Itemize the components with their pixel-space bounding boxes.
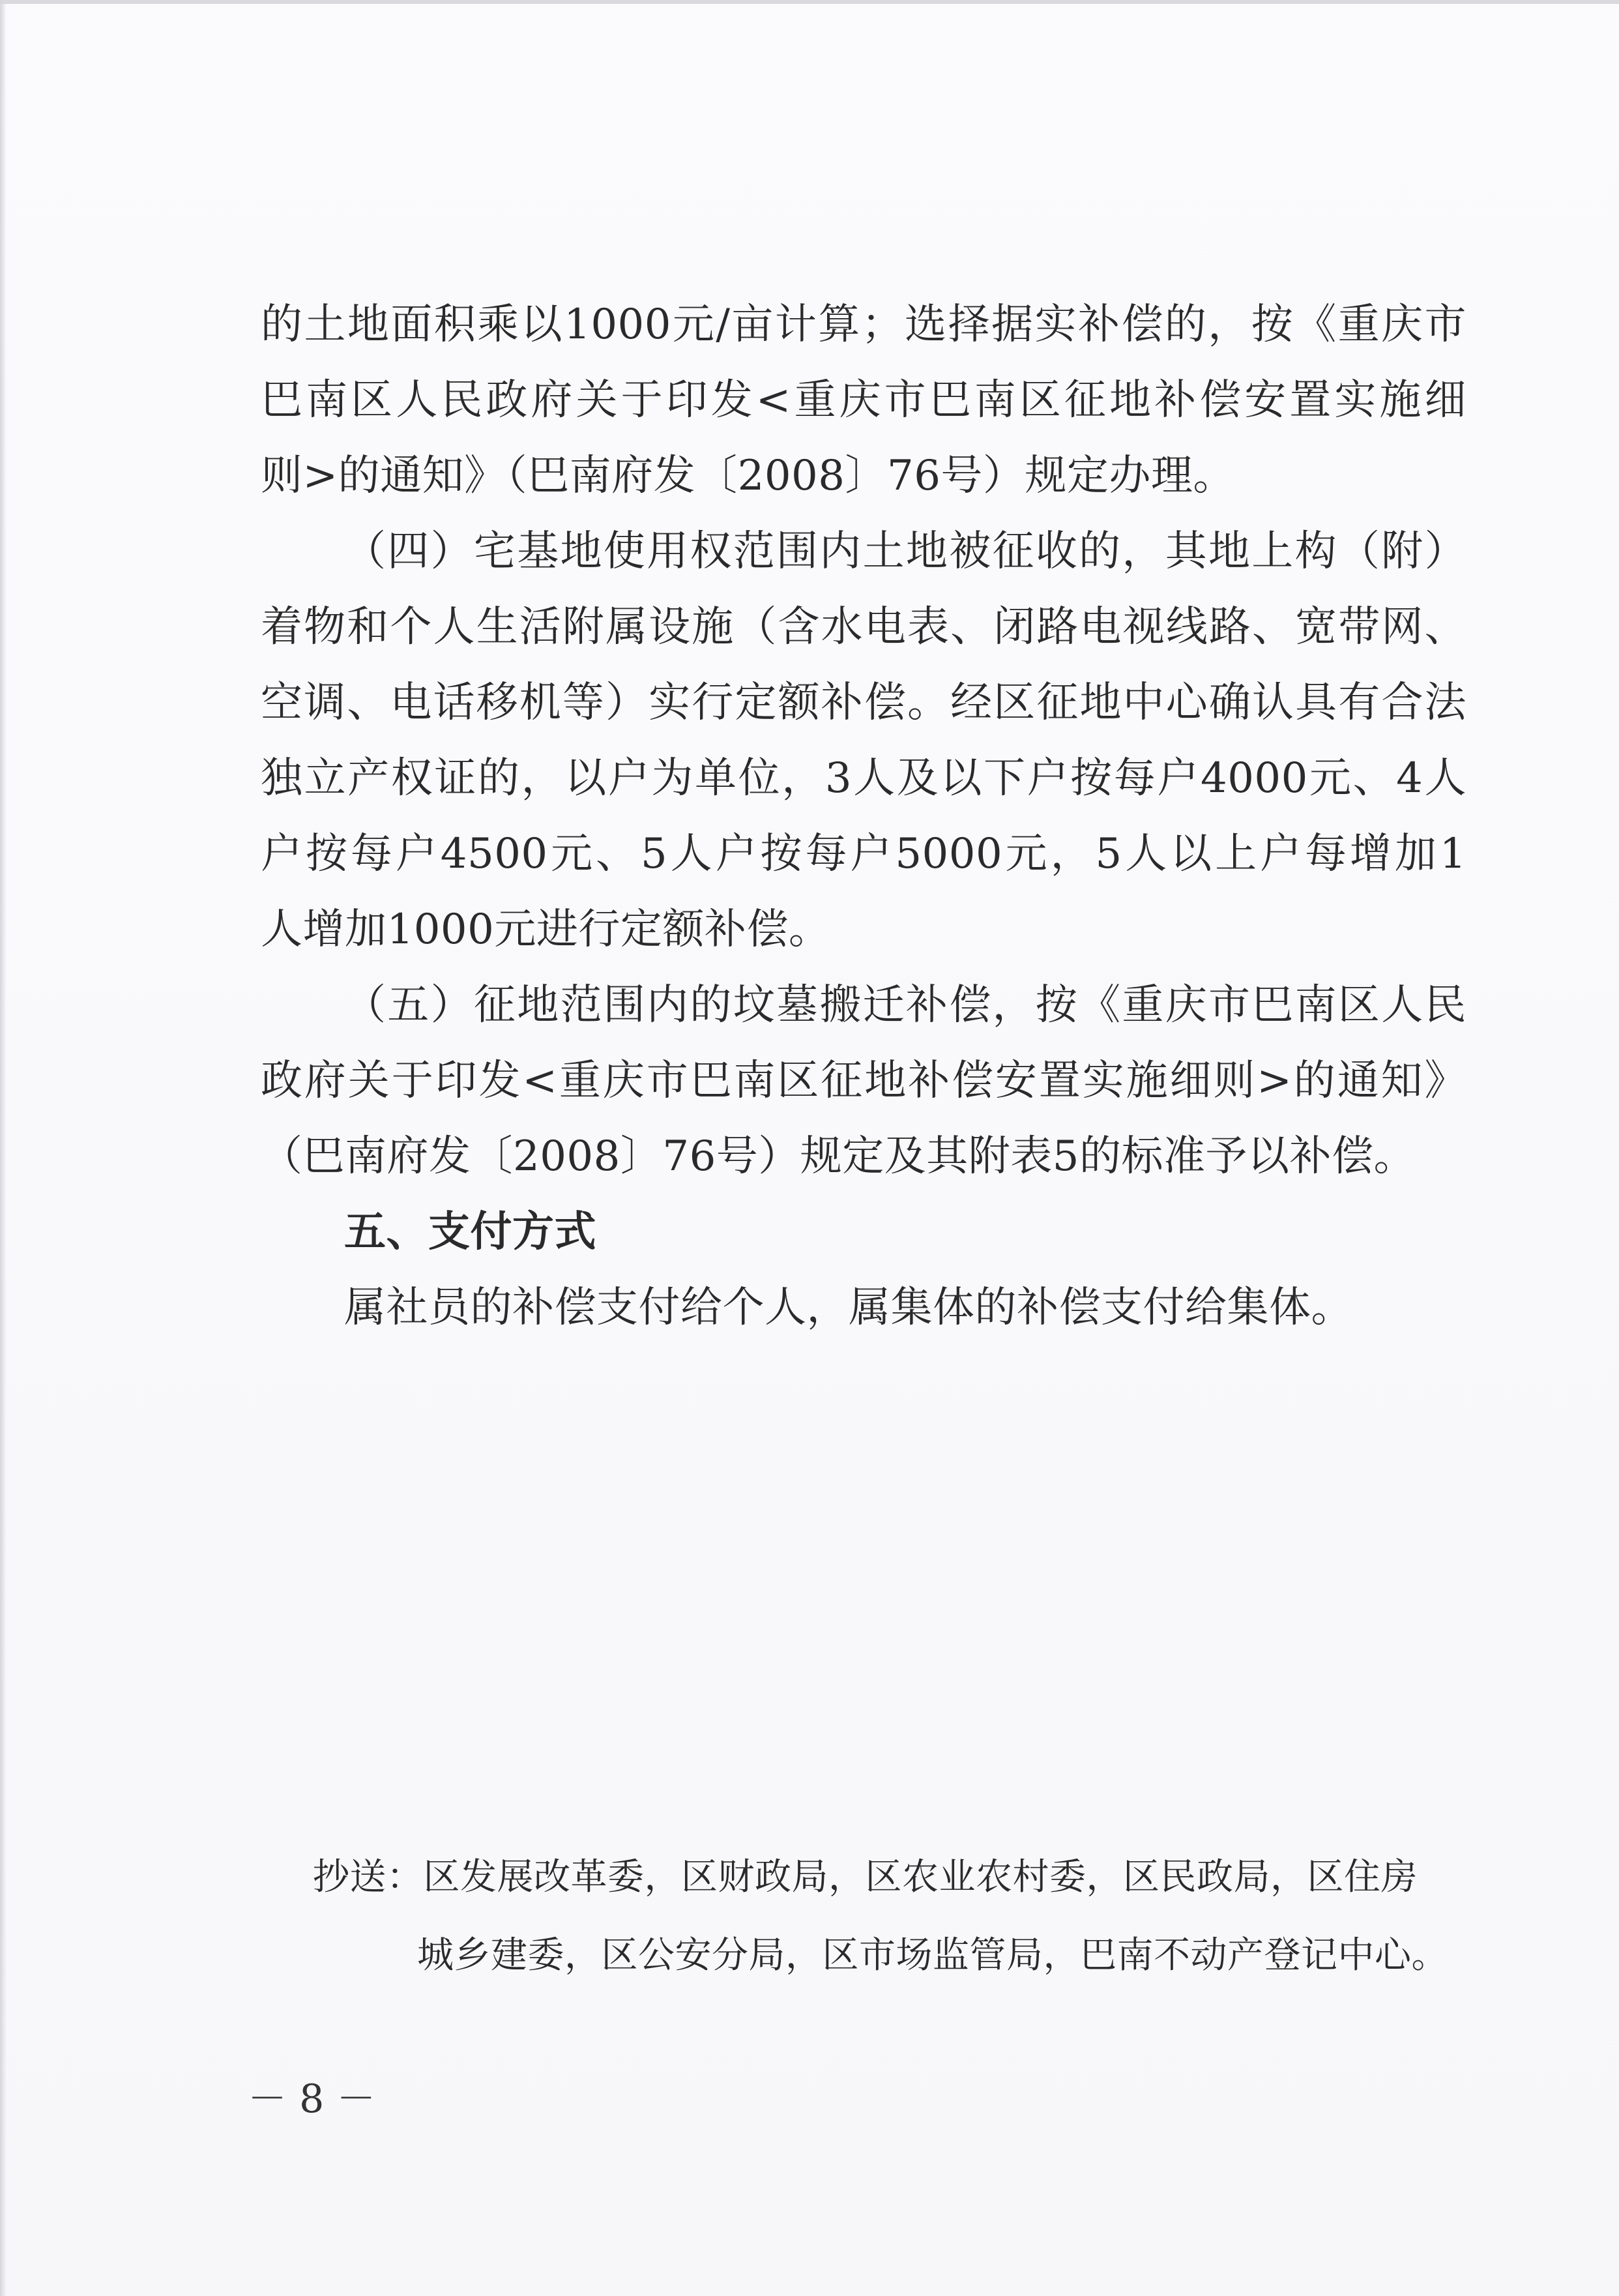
paragraph-line: （巴南府发〔2008〕76号）规定及其附表5的标准予以补偿。 (261, 1132, 1416, 1181)
document-body (261, 287, 1466, 1346)
scan-edge-left (0, 0, 7, 2296)
paragraph-line: （五）征地范围内的坟墓搬迁补偿，按《重庆市巴南区人民 (344, 981, 1466, 1029)
paragraph-line: 则>的通知》（巴南府发〔2008〕76号）规定办理。 (261, 452, 1235, 500)
paragraph-line: 户按每户4500元、5人户按每户5000元，5人以上户每增加1 (261, 830, 1466, 878)
paragraph-line: 政府关于印发<重庆市巴南区征地补偿安置实施细则>的通知》 (261, 1057, 1466, 1105)
cc-line: 城乡建委，区公安分局，区市场监管局，巴南不动产登记中心。 (417, 1934, 1448, 1977)
paragraph-line: 的土地面积乘以1000元/亩计算；选择据实补偿的，按《重庆市 (261, 301, 1466, 349)
paragraph-line: 巴南区人民政府关于印发<重庆市巴南区征地补偿安置实施细 (261, 376, 1466, 424)
page-number: － 8 － (248, 2076, 376, 2122)
paragraph-line: 属社员的补偿支付给个人，属集体的补偿支付给集体。 (344, 1284, 1353, 1332)
cc-distribution-block (313, 1838, 1460, 1995)
paragraph-line: （四）宅基地使用权范围内土地被征收的，其地上构（附） (344, 527, 1466, 576)
paragraph-line: 空调、电话移机等）实行定额补偿。经区征地中心确认具有合法 (261, 679, 1466, 727)
paragraph-line: 着物和个人生活附属设施（含水电表、闭路电视线路、宽带网、 (261, 603, 1466, 651)
section-heading: 五、支付方式 (344, 1208, 596, 1256)
cc-line: 抄送：区发展改革委，区财政局，区农业农村委，区民政局，区住房 (313, 1856, 1418, 1898)
paragraph-line: 人增加1000元进行定额补偿。 (261, 905, 831, 954)
scan-edge-top (0, 0, 1619, 4)
paragraph-line: 独立产权证的，以户为单位，3人及以下户按每户4000元、4人 (261, 754, 1466, 802)
